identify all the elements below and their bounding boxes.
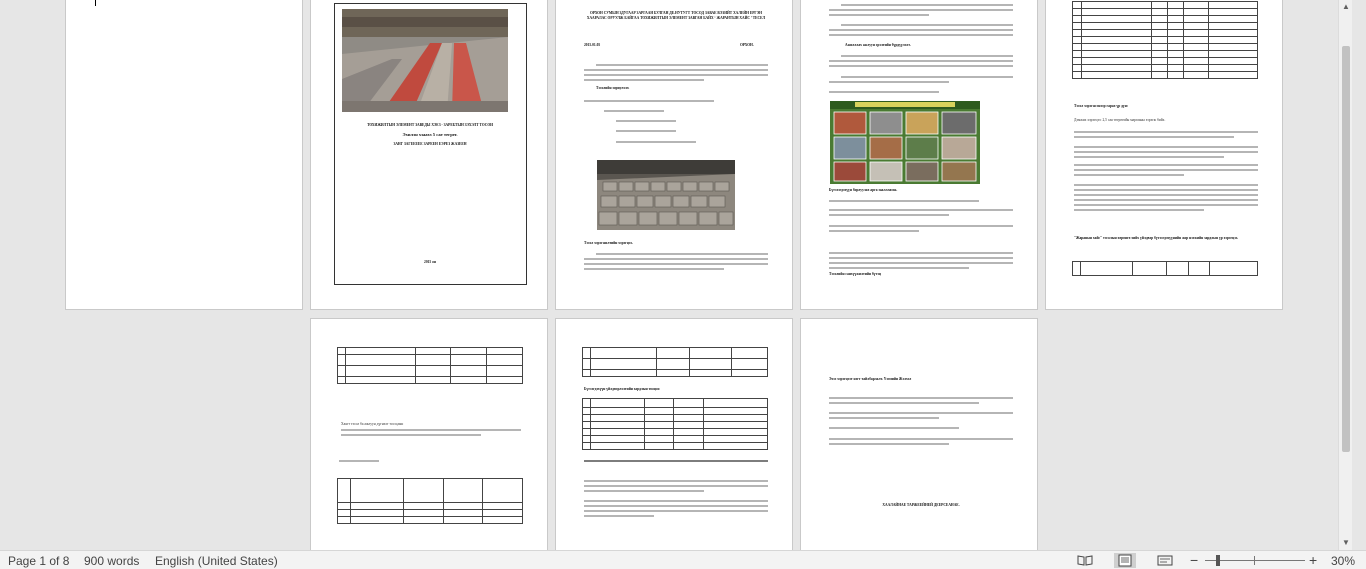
status-bar <box>0 550 1366 569</box>
zoom-level[interactable]: 30% <box>1331 554 1356 568</box>
finance-structure-heading: Тэсолийн санхүүжилтийн бүтэц <box>829 272 881 276</box>
scroll-up-icon[interactable]: ▲ <box>1342 2 1350 11</box>
section-need: Тэсол хэрэгжилтийн хэрэгцээ. <box>584 241 633 245</box>
print-layout-icon <box>1114 553 1136 568</box>
page-indicator[interactable]: Page 1 of 8 <box>8 554 70 568</box>
results-heading: Тэсол хэрэгжсэнээр гарах үр дүн: <box>1074 104 1128 108</box>
sales-method-heading: Бүтэээгдэхүүн борлуулах арга зааллламж. <box>829 188 898 192</box>
web-layout-icon <box>1154 553 1176 568</box>
production-cost-table <box>582 398 768 450</box>
support-need-text: Дэмжих хэрэгцээ: 2,5 сая төгрөгийн маргааны зэрэгж бийх. <box>1074 118 1166 122</box>
page-7[interactable] <box>555 318 793 550</box>
revenue-table <box>337 347 523 384</box>
scroll-thumb[interactable] <box>1342 46 1350 452</box>
language-indicator[interactable]: English (United States) <box>155 554 278 568</box>
zoom-out-button[interactable]: − <box>1190 552 1199 568</box>
cover-title-line3: ЗАНГ ЗАГЕЕЕЕЕ ЗАРЕЕН ЕЭРЕЗ ЖАЗЕЕН <box>393 142 467 146</box>
cover-title-line2: Эхилэн хзаахз 5 сае тегрег. <box>402 132 458 137</box>
project-heading: ОРХОН СУМЫН ЗДУГААР ЗАРГААН БУЛГАН ДЕ.НУТУГТ ТОСОД ЗАВАЕ ВЭЗИЙТ ХАЛЕЙН ЕРГЭН ХААРАЛАС ОРУУЛЖ БАЙГАА ТОХИЖИЛТЫН ЭЛЕМЕНТ ЗАВГАН БАЙХ ‘ ЖАРАНТЫН ХАЙС ’ ТЕСЕЛ <box>586 11 766 21</box>
web-layout-button[interactable] <box>1154 553 1176 568</box>
signature-line: ХААЛАЙНАЕ ТАРЖЕЕЙНЕЙ ДЕЕРСЕАНАЕ. <box>882 503 960 507</box>
unit-cost-note: "Жаранын хайс" тэсолын хөрөнгө хийх үйлдвэр бүтээгдэхүүнийн жор нэгжийн зардлын үр хэрэгцээ. <box>1074 236 1239 240</box>
text-cursor <box>95 0 96 6</box>
page-2[interactable] <box>310 0 548 310</box>
zoom-slider[interactable] <box>1205 560 1305 561</box>
page-6[interactable] <box>310 318 548 550</box>
page-3[interactable] <box>555 0 793 310</box>
explanation-heading: Эхээ хэрэгцээт нэгт тайлбарлалт. Үзэмийн Жэлхэл <box>829 377 912 381</box>
cover-title-line1: ТОХИЖИЛТЫН ЭЛЕМЕНТ ЗАВЕДЫ ХЭЕЗ - ЗАРЕБТЫН ЗЭХЭЛТ ТОСОИ <box>367 123 493 127</box>
read-mode-icon <box>1074 553 1096 568</box>
print-layout-button[interactable] <box>1114 553 1136 568</box>
read-mode-button[interactable] <box>1074 553 1096 568</box>
cover-paving-photo <box>342 9 508 112</box>
work-demand-heading: Ажилллах ажлуун эрэлтийн бүрдүүлэлт. <box>845 43 911 47</box>
page-8[interactable] <box>800 318 1038 550</box>
zoom-slider-thumb[interactable] <box>1216 555 1220 566</box>
project-date: 2015.01.05 <box>584 43 601 47</box>
zoom-in-button[interactable]: + <box>1309 552 1318 568</box>
production-cost-heading: Бүтээгдэхүүн үйлдвэрлэлтийн зардлын тооцоо <box>584 387 660 391</box>
conclusion-paragraph-heading: Хаягт тэсол ба ажлуун дүгнэлт тоо цааш <box>341 422 404 426</box>
word-count[interactable]: 900 words <box>84 554 140 568</box>
unit-cost-table <box>1072 261 1258 276</box>
page-5[interactable] <box>1045 0 1283 310</box>
zoom-slider-center-mark <box>1254 556 1255 565</box>
page-1[interactable] <box>65 0 303 310</box>
scroll-down-icon[interactable]: ▼ <box>1342 538 1350 547</box>
equipment-table <box>1072 1 1258 79</box>
section-purpose: Тэсолийн зориулэлт. <box>596 86 630 90</box>
concrete-blocks-photo <box>597 160 735 230</box>
project-place: ОРХОН. <box>740 43 754 47</box>
vertical-scrollbar[interactable] <box>1338 0 1352 550</box>
cover-year: 2015 он <box>424 260 436 264</box>
cost-summary-table <box>582 347 768 377</box>
tile-collage-photo <box>830 101 980 184</box>
page-4[interactable] <box>800 0 1038 310</box>
salary-table <box>337 478 523 524</box>
